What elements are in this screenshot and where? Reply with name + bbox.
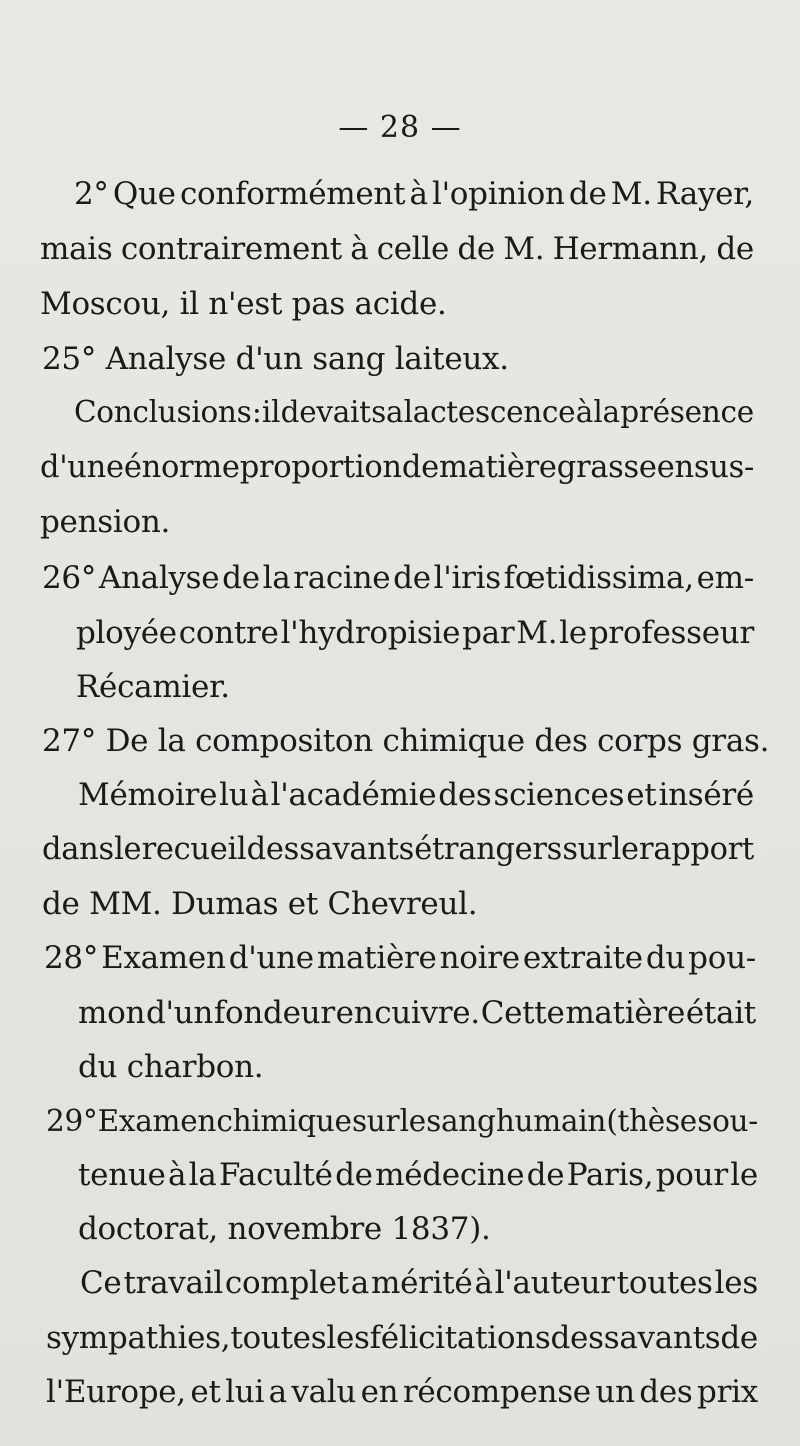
- word: de: [393, 560, 431, 596]
- word: félicitations: [369, 1320, 551, 1356]
- word: travail: [123, 1265, 223, 1301]
- word: Examen: [101, 940, 226, 976]
- word: à: [409, 176, 428, 212]
- word: chimique: [216, 1104, 352, 1138]
- word: Analyse: [98, 560, 220, 596]
- text-line: [42, 830, 754, 870]
- word: de: [222, 560, 260, 596]
- word: savants: [603, 1320, 721, 1356]
- word: à: [250, 777, 269, 813]
- word: sciences: [493, 777, 625, 813]
- word: à: [350, 231, 369, 267]
- word: toutes: [230, 1320, 327, 1356]
- word: :: [251, 395, 262, 429]
- word: la: [593, 395, 620, 429]
- word: noire: [439, 940, 520, 976]
- word: des: [438, 777, 492, 813]
- word: étrangers: [414, 832, 563, 867]
- text-line: pension.: [40, 504, 171, 540]
- word: Conclusions: [74, 395, 252, 429]
- word: sa: [371, 395, 404, 429]
- word: de: [720, 1320, 758, 1356]
- word: sus-: [693, 450, 754, 485]
- word: d'une: [40, 450, 124, 485]
- word: de: [401, 450, 439, 485]
- word: contre: [178, 615, 279, 651]
- word: pou-: [688, 940, 756, 976]
- word: d'un: [145, 995, 214, 1031]
- word: du: [645, 940, 686, 976]
- word: présence: [620, 395, 754, 429]
- word: 29°: [46, 1104, 98, 1138]
- word: le: [611, 832, 639, 867]
- word: cuivre.: [374, 995, 480, 1031]
- word: à: [474, 1265, 493, 1301]
- word: 26°: [42, 560, 97, 596]
- word: de: [457, 231, 495, 267]
- word: sang: [426, 1104, 496, 1138]
- word: a: [268, 1374, 287, 1410]
- word: matière: [438, 450, 557, 485]
- word: conformément: [179, 176, 406, 212]
- text-line: Récamier.: [76, 669, 230, 705]
- word: le: [399, 1104, 426, 1138]
- text-line: [42, 558, 754, 598]
- word: mon: [78, 995, 146, 1031]
- word: 2°: [74, 176, 109, 212]
- word: Paris,: [566, 1157, 654, 1193]
- word: lactescence: [403, 395, 576, 429]
- word: matière: [565, 995, 685, 1031]
- word: pour: [655, 1157, 728, 1193]
- word: rapport: [639, 832, 754, 867]
- word: l'académie: [270, 777, 437, 813]
- word: em-: [696, 560, 754, 596]
- word: Ce: [80, 1265, 122, 1301]
- word: récompense: [402, 1374, 591, 1410]
- word: mais: [40, 231, 113, 267]
- word: un: [595, 1374, 635, 1410]
- word: sou-: [697, 1104, 758, 1138]
- page-number: — 28 —: [338, 110, 462, 145]
- word: humain: [495, 1104, 607, 1138]
- word: le: [730, 1157, 758, 1193]
- word: M.: [516, 615, 558, 651]
- word: en: [360, 1374, 399, 1410]
- word: M.: [503, 231, 545, 267]
- word: le: [559, 615, 587, 651]
- word: des: [246, 832, 299, 867]
- text-line: [76, 613, 754, 653]
- word: l'opinion: [431, 176, 565, 212]
- word: de: [335, 1157, 373, 1193]
- word: il: [261, 395, 281, 429]
- word: prix: [697, 1374, 758, 1410]
- word: par: [462, 615, 515, 651]
- word: l'hydropisie: [280, 615, 461, 651]
- text-line: de MM. Dumas et Chevreul.: [42, 886, 478, 922]
- word: valu: [291, 1374, 357, 1410]
- text-line: [46, 1101, 758, 1141]
- word: professeur: [588, 615, 754, 651]
- word: contrairement: [120, 231, 342, 267]
- word: fondeur: [213, 995, 335, 1031]
- word: celle: [376, 231, 450, 267]
- word: Rayer,: [656, 176, 754, 212]
- word: la: [262, 560, 291, 596]
- word: extraite: [522, 940, 643, 976]
- word: à: [575, 395, 594, 429]
- text-line: [78, 993, 756, 1033]
- word: Hermann,: [552, 231, 709, 267]
- word: l'auteur: [494, 1265, 615, 1301]
- word: la: [188, 1157, 217, 1193]
- text-line: Moscou, il n'est pas acide.: [40, 286, 447, 322]
- word: sur: [351, 1104, 400, 1138]
- word: de: [526, 1157, 565, 1193]
- text-line: [78, 775, 754, 815]
- text-line: [80, 1263, 758, 1303]
- word: sur: [562, 832, 612, 867]
- word: sympathies,: [46, 1320, 231, 1356]
- word: les: [714, 1265, 758, 1301]
- word: médecine: [375, 1157, 525, 1193]
- word: de: [568, 176, 607, 212]
- word: en: [656, 450, 694, 485]
- word: des: [550, 1320, 604, 1356]
- word: en: [335, 995, 374, 1031]
- word: a: [350, 1265, 369, 1301]
- word: ployée: [76, 615, 177, 651]
- word: (thèse: [606, 1104, 697, 1138]
- text-line: 27° De la compositon chimique des corps gras.: [42, 723, 770, 759]
- word: l'iris: [433, 560, 501, 596]
- word: et: [626, 777, 657, 813]
- text-line: [46, 1372, 758, 1412]
- word: devait: [280, 395, 371, 429]
- word: M.: [610, 176, 652, 212]
- word: tenue: [78, 1157, 166, 1193]
- text-line: [40, 448, 754, 488]
- word: Faculté: [218, 1157, 333, 1193]
- word: de: [716, 231, 754, 267]
- text-line: [40, 229, 754, 269]
- word: dans: [42, 832, 114, 867]
- word: l'Europe,: [46, 1374, 186, 1410]
- word: le: [114, 832, 142, 867]
- text-line: doctorat, novembre 1837).: [78, 1211, 491, 1247]
- word: proportion: [239, 450, 402, 485]
- text-line: [74, 174, 754, 214]
- word: et: [190, 1374, 221, 1410]
- text-line: du charbon.: [78, 1049, 264, 1085]
- word: 28°: [44, 940, 99, 976]
- word: Mémoire: [78, 777, 218, 813]
- text-line: [44, 938, 756, 978]
- word: savants: [299, 832, 414, 867]
- word: recueil: [141, 832, 247, 867]
- word: les: [326, 1320, 370, 1356]
- word: racine: [293, 560, 391, 596]
- word: lu: [219, 777, 249, 813]
- word: Examen: [97, 1104, 217, 1138]
- word: lui: [225, 1374, 265, 1410]
- word: énorme: [123, 450, 240, 485]
- word: toutes: [616, 1265, 713, 1301]
- word: inséré: [658, 777, 754, 813]
- word: Que: [112, 176, 176, 212]
- word: à: [168, 1157, 187, 1193]
- text-line: [74, 392, 754, 432]
- text-line: 25° Analyse d'un sang laiteux.: [42, 341, 509, 377]
- text-line: [46, 1318, 758, 1358]
- word: d'une: [228, 940, 314, 976]
- word: était: [685, 995, 756, 1031]
- word: grasse: [556, 450, 657, 485]
- word: complet: [224, 1265, 349, 1301]
- word: des: [639, 1374, 693, 1410]
- word: mérité: [370, 1265, 473, 1301]
- text-line: [78, 1155, 758, 1195]
- word: matière: [316, 940, 437, 976]
- word: Cette: [480, 995, 565, 1031]
- word: fœtidissima,: [503, 560, 694, 596]
